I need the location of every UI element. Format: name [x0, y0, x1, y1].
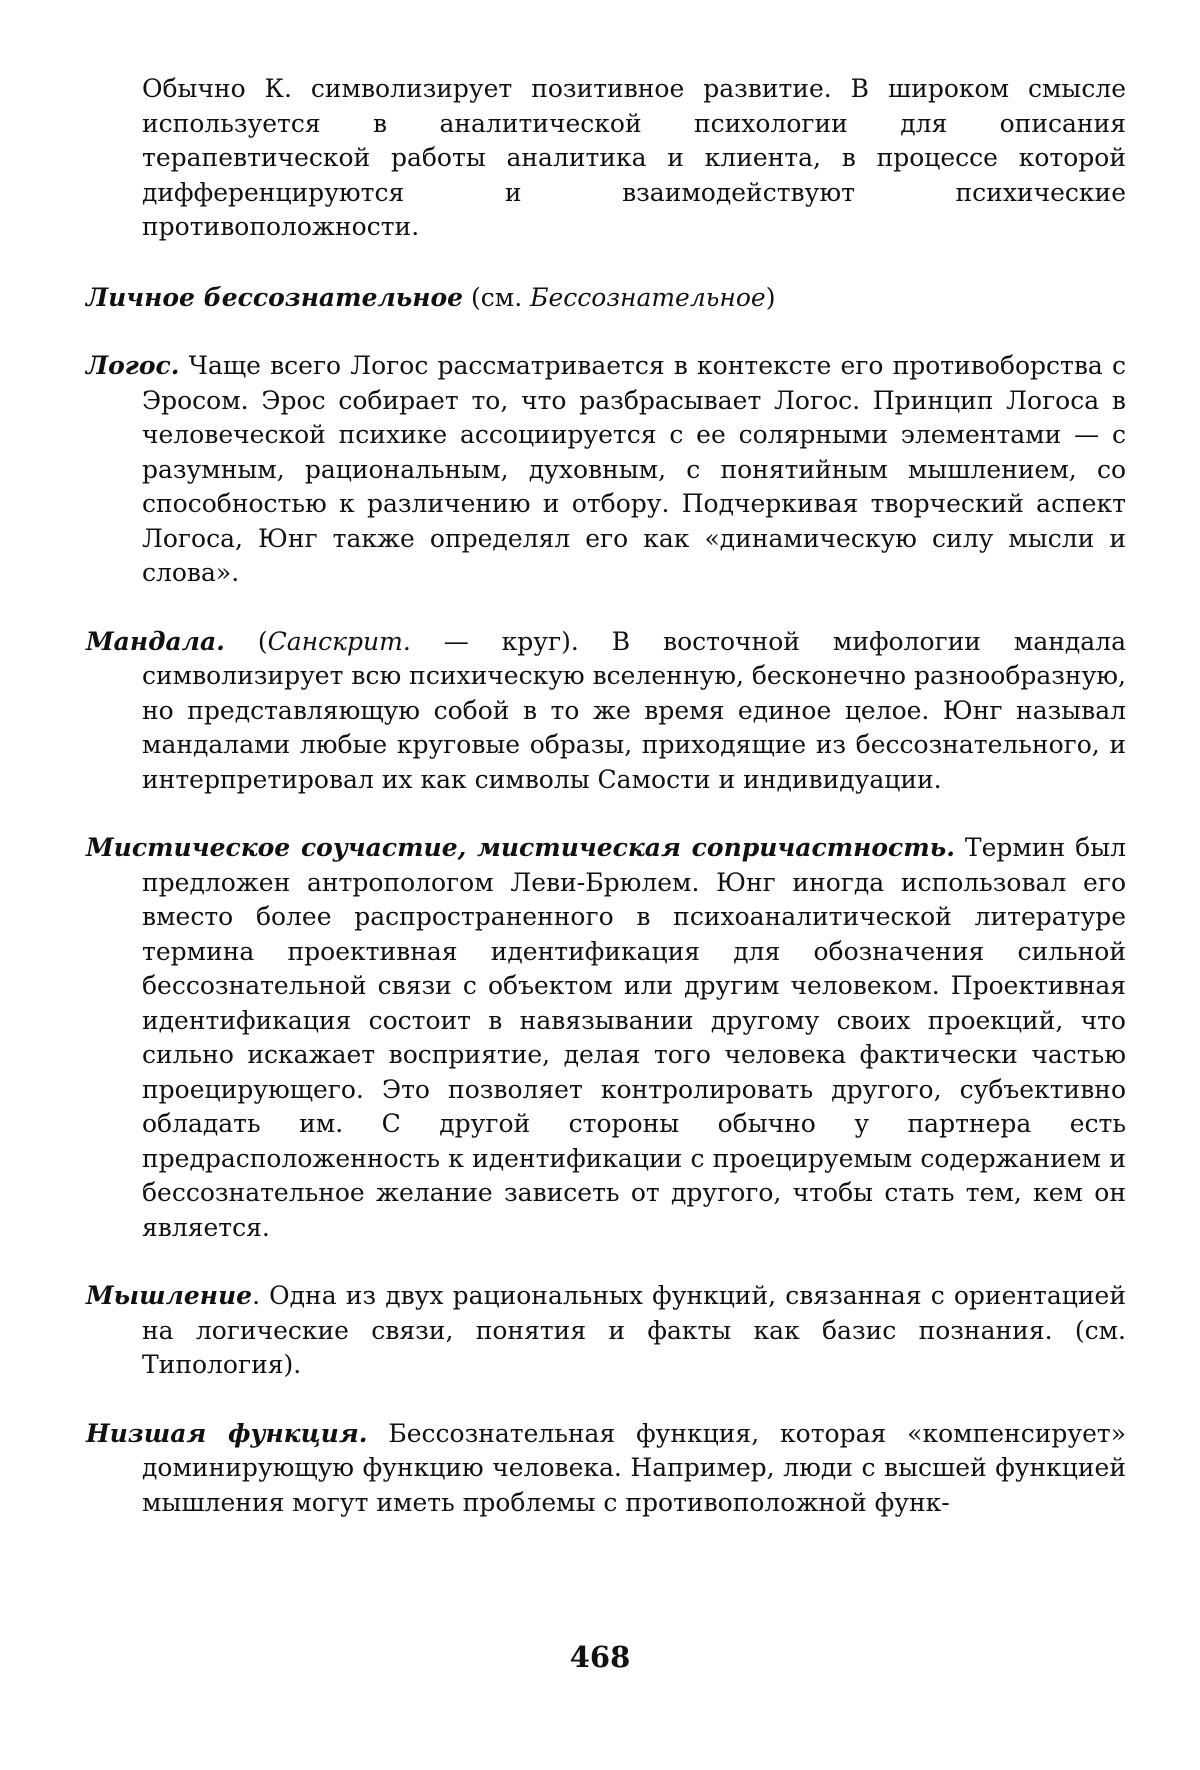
entry-text: . Одна из двух рациональных функций, связанная с ориентацией на логические связи, понятия и факты как базис познания. (см. Типология).: [142, 1281, 1126, 1379]
page-number: 468: [0, 1640, 1200, 1674]
entry-term: Мандала.: [86, 627, 225, 656]
entry-term: Низшая функция.: [86, 1419, 367, 1448]
entry-lichnoe-bessoznatelnoe: [86, 281, 1126, 316]
entry-text: Термин был предложен антропологом Леви-Брюлем. Юнг иногда использовал его вместо более распространенного в психоаналитической литературе термина проективная идентификация для обозначения сильной бессознательной связи с объектом или другим человеком. Проективная идентификация состоит в навязывании другому своих проекций, что сильно искажает восприятие, делая того человека фактически частью проецирующего. Это позволяет контролировать другого, субъективно обладать им. С другой стороны обычно у партнера есть предрасположенность к идентификации с проецируемым содержанием и бессознательное желание зависеть от другого, чтобы стать тем, кем он является.: [142, 833, 1126, 1242]
entry-open: (см.: [463, 283, 530, 312]
continuation-paragraph: Обычно К. символизирует позитивное развитие. В широком смысле используется в аналитической психологии для описания терапевтической работы аналитика и клиента, в процессе которой дифференцируются и взаимодействуют психические противоположности.: [86, 72, 1126, 245]
page-content: [86, 72, 1126, 1554]
entry-term: Мистическое соучастие, мистическая сопричастность.: [86, 833, 955, 862]
entry-term: Личное бессознательное: [86, 283, 463, 312]
entry-source: Санскрит.: [268, 627, 411, 656]
entry-close: ): [766, 283, 776, 312]
entry-term: Мышление: [86, 1281, 252, 1310]
entry-text: — круг). В восточной мифологии мандала символизирует всю психическую вселенную, бесконечно разнообразную, но представляющую собой в то же время единое целое. Юнг называл мандалами любые круговые образы, приходящие из бессознательного, и интерпретировал их как символы Самости и индивидуации.: [142, 627, 1126, 794]
entry-mandala: [86, 625, 1126, 798]
entry-reference: Бессознательное: [530, 283, 766, 312]
entry-term: Логос.: [86, 351, 179, 380]
entry-thinking: [86, 1279, 1126, 1383]
entry-open: (: [225, 627, 268, 656]
entry-text: Чаще всего Логос рассматривается в контексте его противоборства с Эросом. Эрос собирает то, что разбрасывает Логос. Принцип Логоса в человеческой психике ассоциируется с ее солярными элементами — с разумным, рациональным, духовным, с понятийным мышлением, со способностью к различению и отбору. Подчеркивая творческий аспект Логоса, Юнг также определял его как «динамическую силу мысли и слова».: [142, 351, 1126, 587]
entry-inferior-function: [86, 1417, 1126, 1521]
entry-text: Бессознательная функция, которая «компенсирует» доминирующую функцию человека. Например, люди с высшей функцией мышления могут иметь проблемы с противоположной функ-: [142, 1419, 1126, 1517]
entry-logos: [86, 349, 1126, 591]
entry-mystic-participation: [86, 831, 1126, 1245]
